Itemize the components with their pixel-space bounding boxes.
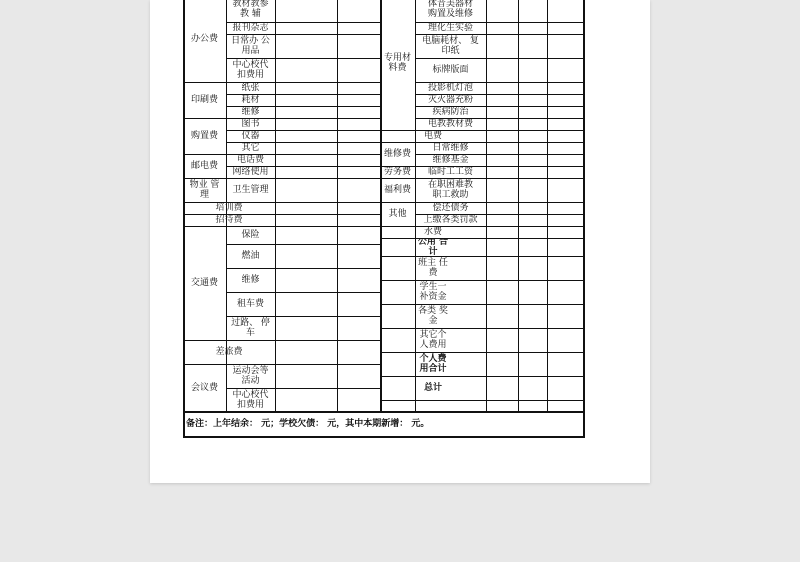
left-item-label: 网络使用 xyxy=(232,167,269,177)
right-item-label: 疾病防治 xyxy=(432,107,469,117)
remarks-bottom-border xyxy=(183,436,585,438)
right-category-materials: 专用材 料费 xyxy=(383,53,411,73)
item-divider xyxy=(226,268,380,269)
left-item-label: 维修 xyxy=(241,275,260,285)
left-item-label: 中心校代 扣费用 xyxy=(232,60,269,80)
left-item-label: 其它 xyxy=(241,143,260,153)
right-category-student_fund: 学生一 补资金 xyxy=(419,282,447,302)
item-divider xyxy=(415,106,583,107)
left-item-label: 日常办 公 用品 xyxy=(231,36,270,56)
column-divider xyxy=(183,0,185,412)
left-category-meeting: 会议费 xyxy=(190,383,218,393)
left-item-label: 仪器 xyxy=(241,131,260,141)
left-item-label: 中心校代 扣费用 xyxy=(232,390,269,410)
right-category-public_total: 公用 合 计 xyxy=(417,238,449,256)
remarks-row: 备注：上年结余： 元；学校欠债： 元，其中本期新增： 元。 xyxy=(186,419,430,429)
right-item-label: 临时工工资 xyxy=(427,167,473,177)
column-divider xyxy=(415,0,416,412)
left-category-office: 办公费 xyxy=(190,34,218,44)
right-item-label: 电脑耗材、 复 印纸 xyxy=(422,36,479,56)
item-divider xyxy=(226,388,380,389)
left-item-label: 报刊杂志 xyxy=(232,23,269,33)
left-item-label: 过路、 停 车 xyxy=(231,318,270,338)
right-category-other: 其他 xyxy=(388,209,407,219)
item-divider xyxy=(226,244,380,245)
right-item-label: 日常维修 xyxy=(432,143,469,153)
item-divider xyxy=(415,82,583,83)
left-category-printing: 印刷费 xyxy=(190,95,218,105)
right-category-labor: 劳务费 xyxy=(383,167,411,177)
left-item-label: 耗材 xyxy=(241,95,260,105)
remarks-right-border xyxy=(583,412,585,436)
left-item-label: 保险 xyxy=(241,230,260,240)
column-divider xyxy=(226,0,227,412)
right-item-label: 投影机灯泡 xyxy=(427,83,473,93)
left-category-property: 物业 管 理 xyxy=(189,180,220,200)
right-category-repair: 维修费 xyxy=(383,149,411,159)
item-divider xyxy=(226,58,380,59)
left-category-purchase: 购置费 xyxy=(190,131,218,141)
right-category-grand_total: 总计 xyxy=(423,383,442,393)
right-category-electric: 电费 xyxy=(423,131,442,141)
column-divider xyxy=(380,0,382,412)
right-item-label: 偿还债务 xyxy=(432,203,469,213)
column-divider xyxy=(583,0,585,412)
left-category-hospitality: 招待费 xyxy=(215,215,243,225)
right-item-label: 灭火器充粉 xyxy=(427,95,473,105)
column-divider xyxy=(275,0,276,412)
column-divider xyxy=(337,0,338,412)
right-category-personal_total: 个人费 用合计 xyxy=(419,354,447,374)
right-category-water: 水费 xyxy=(423,227,442,237)
item-divider xyxy=(226,106,380,107)
right-category-head_teacher: 班主 任 费 xyxy=(418,258,448,278)
left-item-label: 燃油 xyxy=(241,251,260,261)
item-divider xyxy=(415,118,583,119)
column-divider xyxy=(486,0,487,412)
item-divider xyxy=(415,58,583,59)
left-item-label: 租车费 xyxy=(236,299,264,309)
item-divider xyxy=(226,34,380,35)
right-item-label: 上缴各类罚款 xyxy=(423,215,478,225)
left-item-label: 维修 xyxy=(241,107,260,117)
right-item-label: 体音美器材 购置及维修 xyxy=(427,0,473,19)
left-category-training: 培训费 xyxy=(215,203,243,213)
right-item-label: 维修基金 xyxy=(432,155,469,165)
left-category-travel: 差旅费 xyxy=(215,347,243,357)
item-divider xyxy=(415,94,583,95)
item-divider xyxy=(415,214,583,215)
item-divider xyxy=(415,34,583,35)
left-item-label: 运动会等 活动 xyxy=(232,366,269,386)
item-divider xyxy=(226,166,380,167)
left-category-transport: 交通费 xyxy=(190,278,218,288)
item-divider xyxy=(226,316,380,317)
right-category-other_personal: 其它个 人费用 xyxy=(419,330,447,350)
right-category-awards: 各类 奖 金 xyxy=(418,306,448,326)
right-item-label: 理化生实验 xyxy=(427,23,473,33)
item-divider xyxy=(226,130,380,131)
right-item-label: 标牌版面 xyxy=(432,65,469,75)
right-category-welfare: 福利费 xyxy=(383,185,411,195)
right-item-label: 电教教材费 xyxy=(427,119,473,129)
left-item-label: 纸张 xyxy=(241,83,260,93)
left-item-label: 教材教参 教 辅 xyxy=(232,0,269,19)
item-divider xyxy=(226,292,380,293)
right-item-label: 在职困难教 职工救助 xyxy=(427,180,473,200)
left-item-label: 卫生管理 xyxy=(232,185,269,195)
item-divider xyxy=(226,22,380,23)
group-divider xyxy=(380,400,583,401)
item-divider xyxy=(226,142,380,143)
item-divider xyxy=(415,154,583,155)
item-divider xyxy=(415,22,583,23)
left-item-label: 图书 xyxy=(241,119,260,129)
left-item-label: 电话费 xyxy=(236,155,264,165)
column-divider xyxy=(518,0,519,412)
left-category-post: 邮电费 xyxy=(190,161,218,171)
item-divider xyxy=(226,94,380,95)
column-divider xyxy=(547,0,548,412)
